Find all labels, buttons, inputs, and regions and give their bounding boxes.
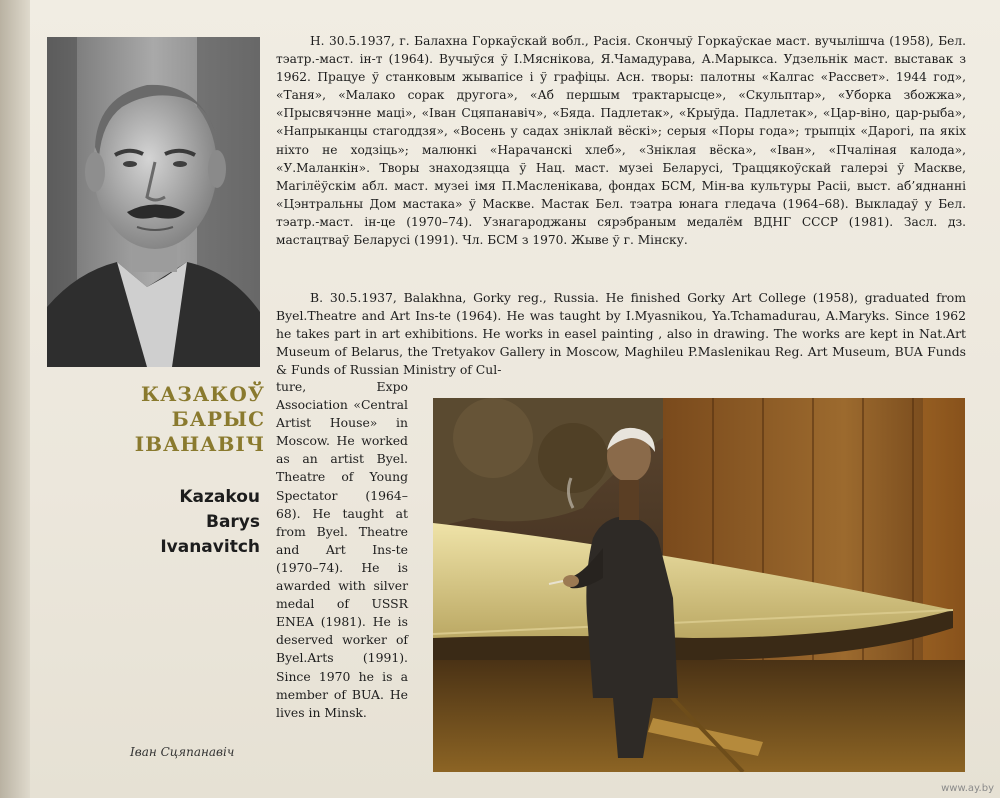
artist-name-latin xyxy=(110,485,260,560)
name-lat-line: Kazakou xyxy=(179,487,260,507)
biography-english-continued: ture, Expo Association «Central Artist House» in Moscow. He worked as an artist Byel. Theatre of Young Spectator (1964–68). He taught at from Byel. Theatre and Art Ins-te (1970–74). He is awarded with silver medal of USSR ENEA (1981). He is deserved worker of Byel.Arts (1991). Since 1970 he is a member of BUA. He lives in Minsk. xyxy=(276,379,408,720)
watermark-text: www.ay.by xyxy=(941,783,994,794)
name-lat-line: Barys xyxy=(205,512,260,532)
painting-caption: Іван Сцяпанавіч xyxy=(130,745,235,759)
name-cyr-line: БАРЫС xyxy=(171,407,265,431)
biography-belarusian: Н. 30.5.1937, г. Балахна Горкаўскай вобл., Расія. Скончыў Горкаўскае маст. вучылішча (1958), Бел. тэатр.-маст. ін-т (1964). Вучыўся ў І.Мяснікова, Я.Чамадурава, А.Марыкса. Удзельнік маст. выставак з 1962. Працуе ў станковым жывапісе і ў графіцы. Асн. творы: палотны «Калгас «Рассвет». 1944 год», «Таня», «Малако сорак другога», «Аб першым трактарысце», «Скульптар», «Уборка збожжа», «Прысвячэнне маці», «Іван Сцяпанавіч», «Бяда. Падлетак», «Крыўда. Падлетак», «Цар-віно, цар-рыба», «Напрыканцы стагоддзя», «Восень у садах зніклай вёскі»; серыя «Поры года»; трыпціх «Дарогі, па якіх ніхто не ходзіць»; малюнкі «Нарачанскі хлеб», «Зніклая вёска», «Іван», «Пчаліная калода», «У.Маланкін». Творы знаходзяцца ў Нац. маст. музеі Беларусі, Траццякоўскай галерэі ў Маскве, Магілёўскім абл. маст. музеі імя П.Масленікава, фондах БСМ, Мін-ва культуры Расіі, выст. аб’яднанні «Цэнтральны Дом мастака» ў Маскве. Мастак Бел. тэатра юнага гледача (1964–68). Выкладаў у Бел. тэатр.-маст. ін-це (1970–74). Узнагароджаны сярэбраным медалём ВДНГ СССР (1981). Засл. дз. мастацтваў Беларусі (1991). Чл. БСМ з 1970. Жыве ў г. Мінску. xyxy=(276,34,966,248)
book-gutter xyxy=(0,0,34,798)
artist-name-cyrillic xyxy=(120,382,265,457)
artist-portrait-photo xyxy=(47,37,260,367)
biography-english: B. 30.5.1937, Balakhna, Gorky reg., Russia. He finished Gorky Art College (1958), graduated from Byel.Theatre and Art Ins-te (1964). He was taught by I.Myasnikou, Ya.Tchamadurau, A.Maryks. Since 1962 he takes part in art exhibitions. He works in easel painting , also in drawing. The works are kept in Nat.Art Museum of Belarus, the Tretyakov Gallery in Moscow, Maghileu P.Maslenikau Reg. Art Museum, BUA Funds & Funds of Russian Ministry of Cul- xyxy=(276,290,966,378)
painting-image xyxy=(433,398,965,772)
name-cyr-line: ІВАНАВІЧ xyxy=(134,432,265,456)
name-cyr-line: КАЗАКОЎ xyxy=(140,382,265,406)
name-lat-line: Ivanavitch xyxy=(160,537,260,557)
